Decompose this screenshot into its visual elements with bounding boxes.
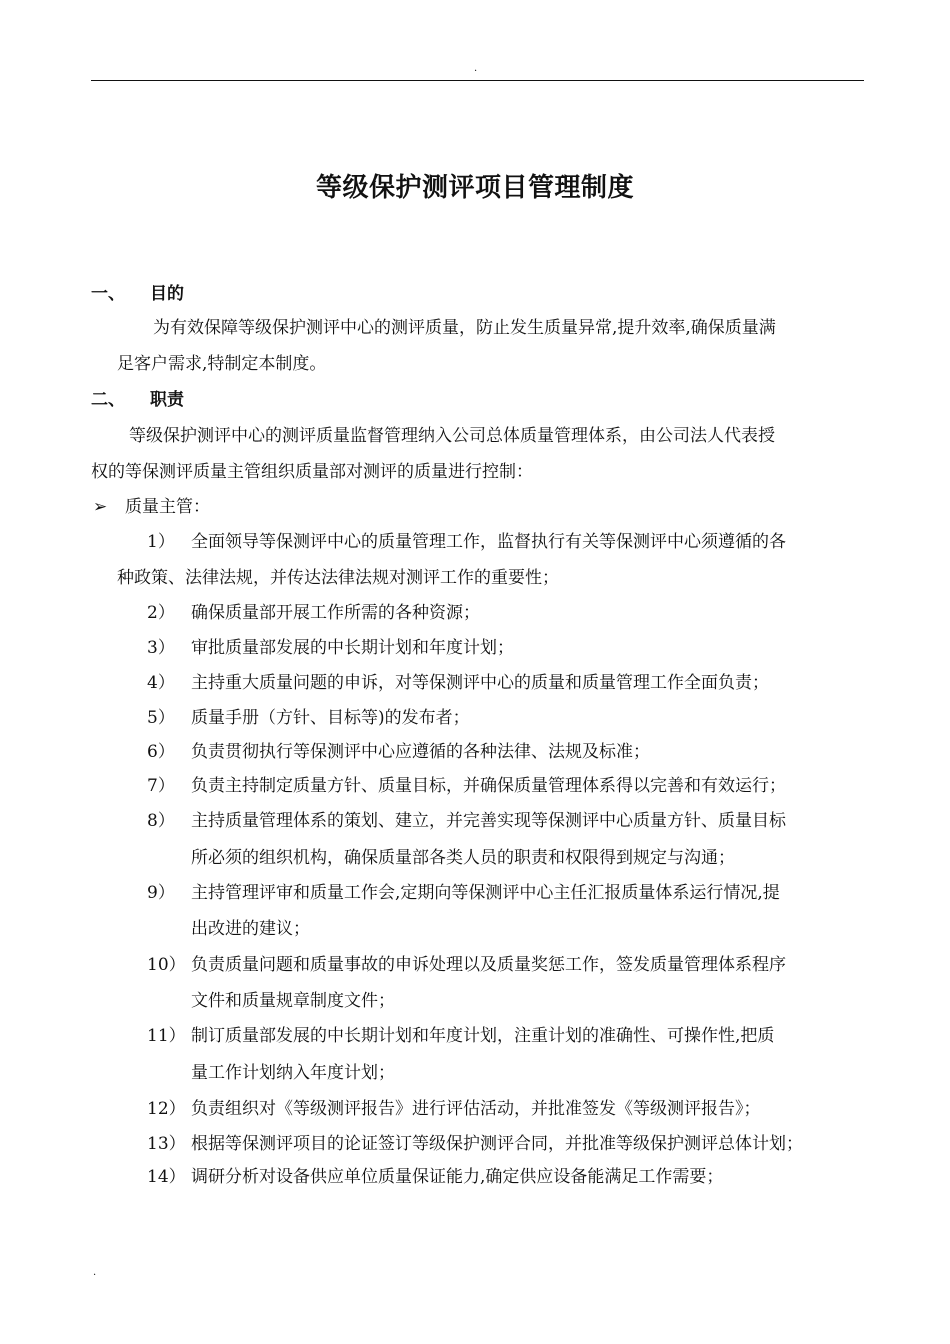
item-number: 11）	[147, 1026, 186, 1046]
footer-mark: .	[93, 1267, 97, 1278]
bullet-label: 质量主管：	[125, 497, 210, 517]
item-text: 调研分析对设备供应单位质量保证能力,确定供应设备能满足工作需要；	[191, 1167, 724, 1187]
header-rule	[91, 80, 864, 81]
item-number: 10）	[147, 955, 186, 975]
section2-paragraph-line1: 等级保护测评中心的测评质量监督管理纳入公司总体质量管理体系，由公司法人代表授	[129, 426, 775, 446]
item-text: 主持管理评审和质量工作会,定期向等保测评中心主任汇报质量体系运行情况,提	[191, 883, 780, 903]
item-number: 12）	[147, 1099, 186, 1119]
item-text-continuation: 种政策、法律法规，并传达法律法规对测评工作的重要性；	[117, 568, 559, 588]
item-text: 主持质量管理体系的策划、建立，并完善实现等保测评中心质量方针、质量目标	[191, 811, 786, 831]
item-number: 2）	[147, 603, 175, 623]
item-number: 3）	[147, 638, 175, 658]
bullet-arrow-icon: ➢	[93, 497, 108, 517]
item-number: 5）	[147, 708, 175, 728]
document-title: 等级保护测评项目管理制度	[315, 173, 634, 203]
item-text: 全面领导等保测评中心的质量管理工作，监督执行有关等保测评中心须遵循的各	[191, 532, 786, 552]
item-text-continuation: 文件和质量规章制度文件；	[191, 991, 395, 1011]
item-number: 1）	[147, 532, 175, 552]
item-text: 负责主持制定质量方针、质量目标，并确保质量管理体系得以完善和有效运行；	[191, 776, 786, 796]
section1-paragraph-line2: 足客户需求,特制定本制度。	[117, 354, 327, 374]
item-text: 根据等保测评项目的论证签订等级保护测评合同，并批准等级保护测评总体计划；	[191, 1134, 803, 1154]
item-text: 质量手册（方针、目标等)的发布者；	[191, 708, 470, 728]
item-text: 主持重大质量问题的申诉，对等保测评中心的质量和质量管理工作全面负责；	[191, 673, 769, 693]
section2-number: 二、	[91, 390, 125, 410]
item-number: 9）	[147, 883, 175, 903]
section2-paragraph-line2: 权的等保测评质量主管组织质量部对测评的质量进行控制：	[91, 462, 533, 482]
item-text: 审批质量部发展的中长期计划和年度计划；	[191, 638, 514, 658]
header-mark: .	[474, 63, 478, 74]
item-number: 8）	[147, 811, 175, 831]
item-number: 6）	[147, 742, 175, 762]
item-number: 13）	[147, 1134, 186, 1154]
item-number: 14）	[147, 1167, 186, 1187]
section2-heading: 职责	[150, 390, 184, 410]
section1-number: 一、	[91, 284, 125, 304]
item-text: 确保质量部开展工作所需的各种资源；	[191, 603, 480, 623]
section1-heading: 目的	[150, 284, 184, 304]
item-number: 4）	[147, 673, 175, 693]
item-number: 7）	[147, 776, 175, 796]
item-text: 制订质量部发展的中长期计划和年度计划，注重计划的准确性、可操作性,把质	[191, 1026, 775, 1046]
item-text: 负责质量问题和质量事故的申诉处理以及质量奖惩工作，签发质量管理体系程序	[191, 955, 786, 975]
item-text-continuation: 出改进的建议；	[191, 919, 310, 939]
item-text-continuation: 量工作计划纳入年度计划；	[191, 1063, 395, 1083]
item-text: 负责贯彻执行等保测评中心应遵循的各种法律、法规及标准；	[191, 742, 650, 762]
item-text: 负责组织对《等级测评报告》进行评估活动，并批准签发《等级测评报告》；	[191, 1099, 761, 1119]
item-text-continuation: 所必须的组织机构，确保质量部各类人员的职责和权限得到规定与沟通；	[191, 848, 735, 868]
section1-paragraph-line1: 为有效保障等级保护测评中心的测评质量，防止发生质量异常,提升效率,确保质量满	[153, 318, 776, 338]
